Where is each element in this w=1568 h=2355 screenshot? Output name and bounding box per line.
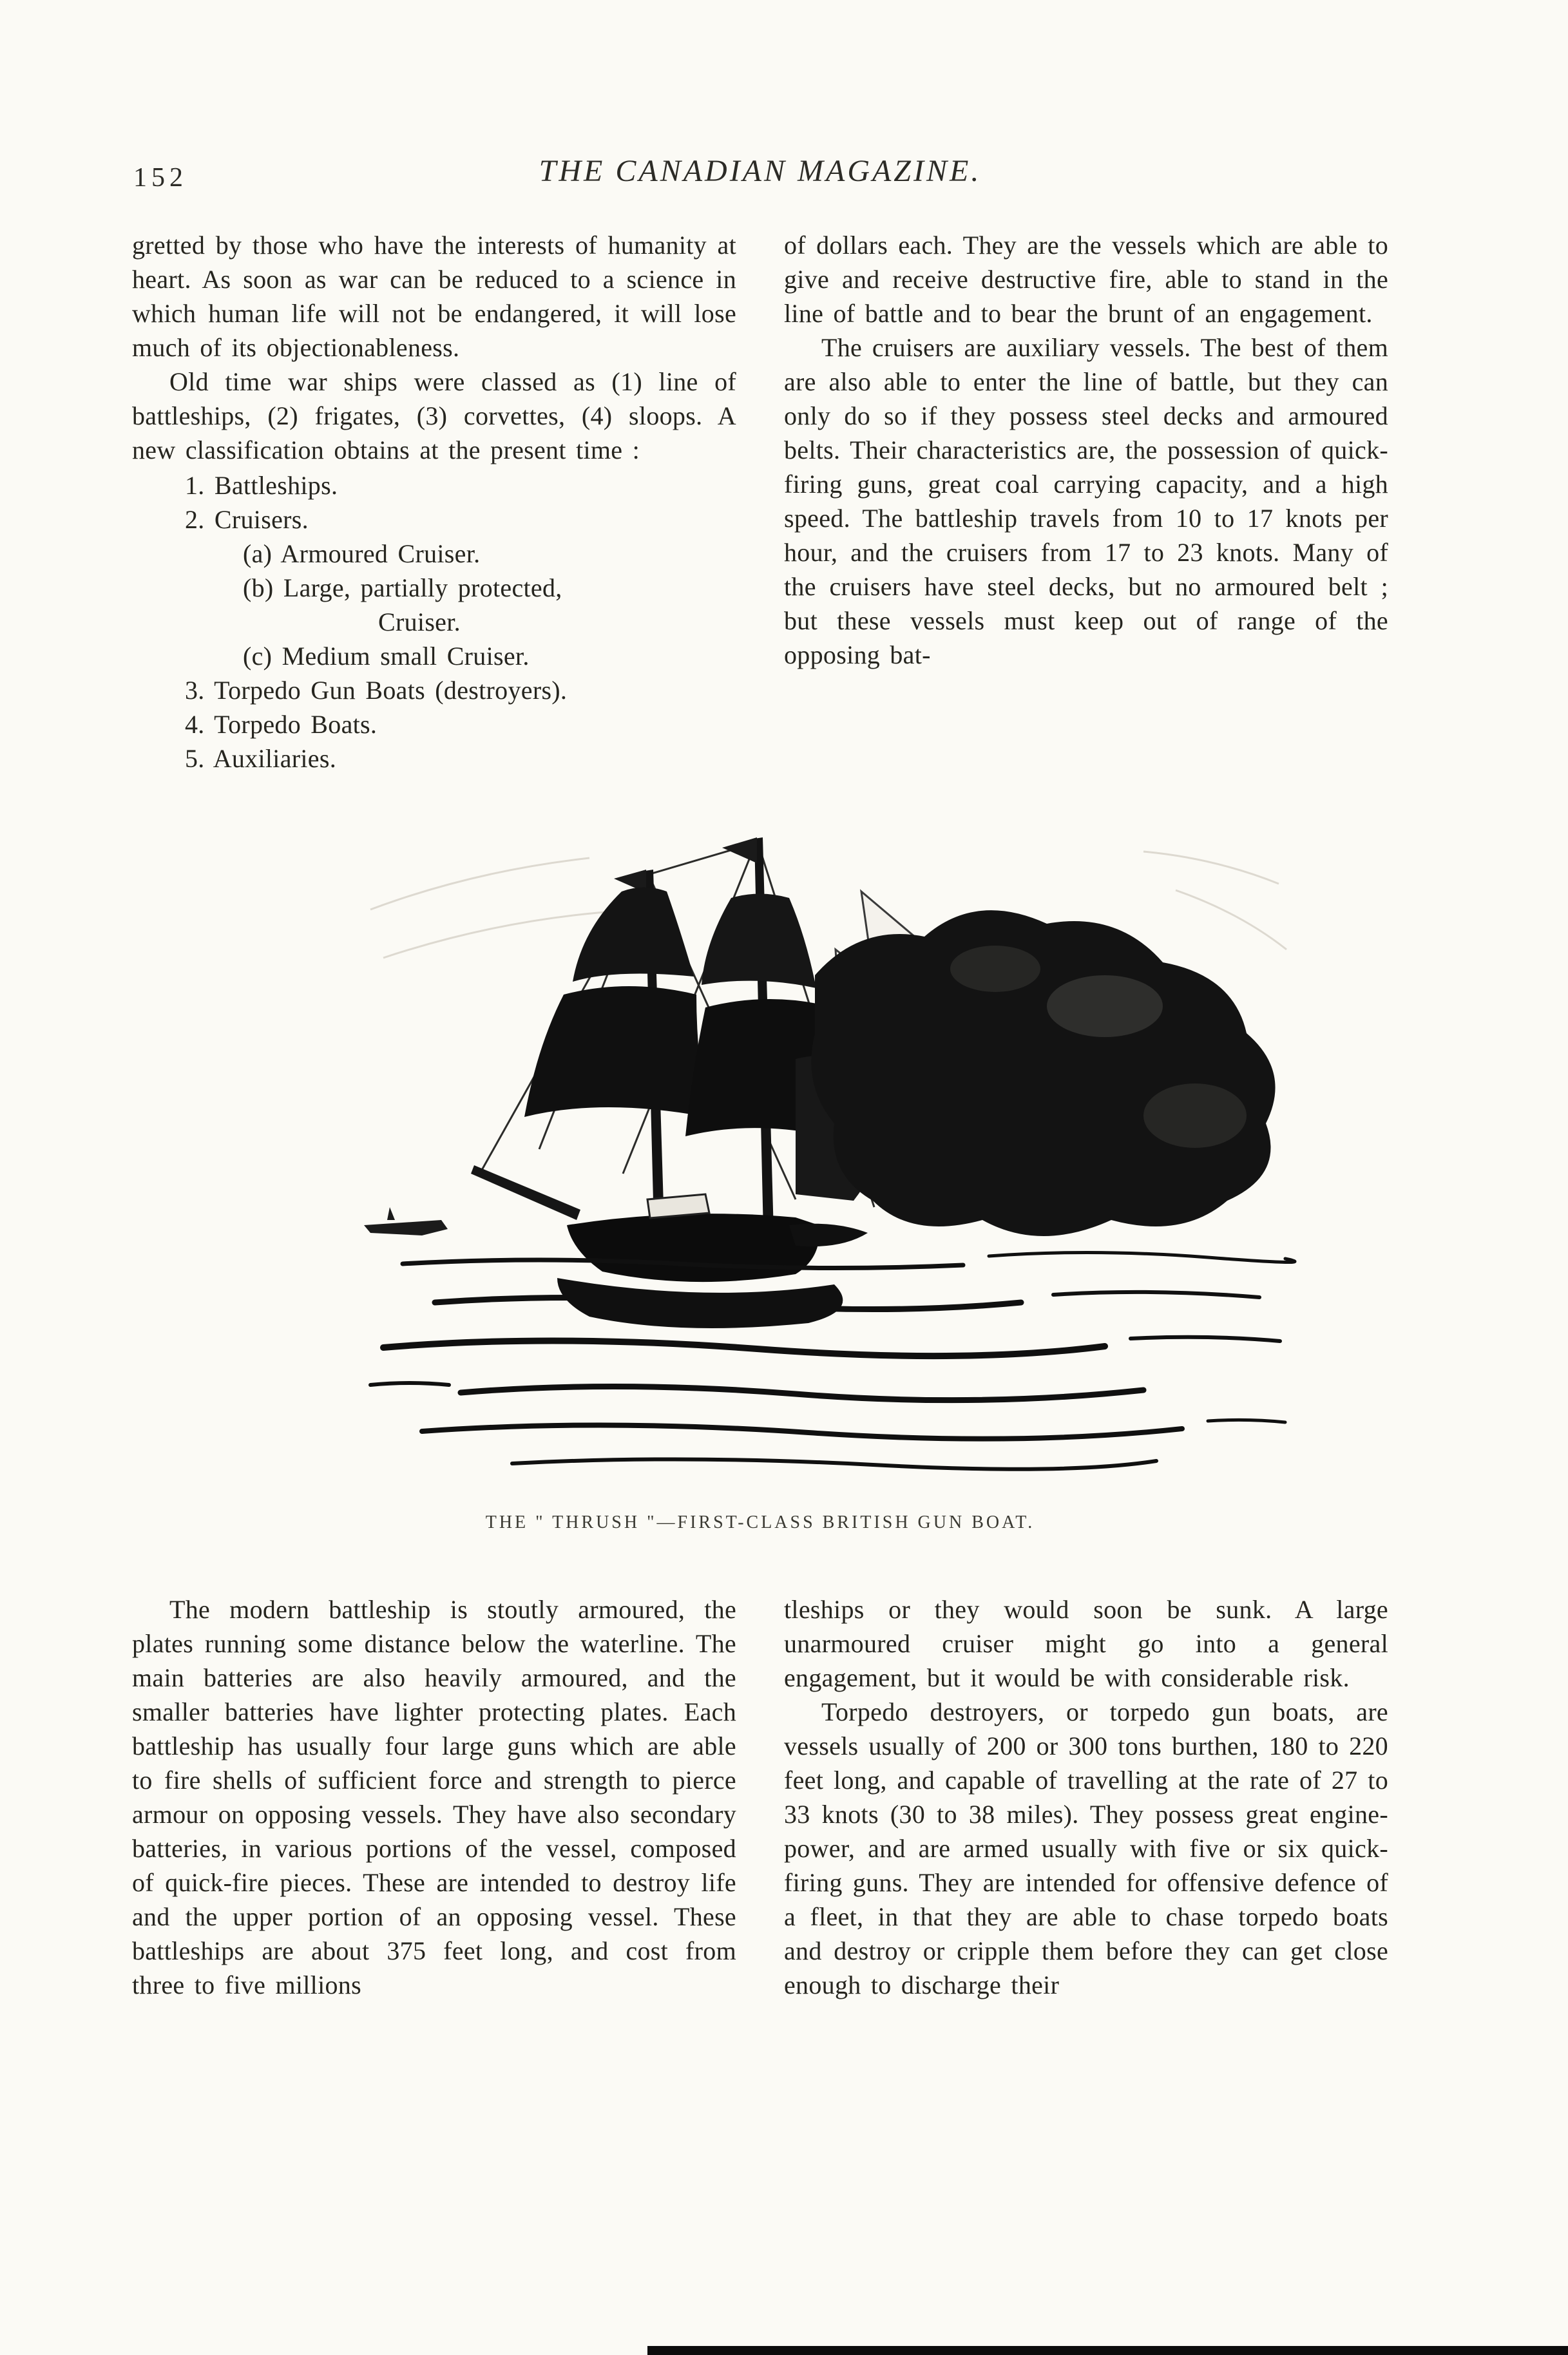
top-text-section <box>132 228 1388 776</box>
magazine-title: THE CANADIAN MAGAZINE. <box>539 154 982 188</box>
classification-list <box>132 468 736 776</box>
page-number: 152 <box>133 163 187 193</box>
smoke-plume <box>811 910 1275 1236</box>
list-item: 4. Torpedo Boats. <box>185 710 378 739</box>
paragraph: tleships or they would soon be sunk. A large unarmoured cruiser might go into a general engagement, but it would be with considerable risk. <box>784 1595 1388 1692</box>
scan-edge-artifact <box>647 2346 1568 2355</box>
paragraph: The cruisers are auxiliary vessels. The best of them are also able to enter the line of battle, but they can only do so if they possess steel decks and armoured belts. Their characteristics are, the possession of quick-firing guns, great coal carrying capacity, and a high speed. The battleship travels from 10 to 17 knots per hour, and the cruisers from 17 to 23 knots. Many of the cruisers have steel decks, but no armoured belt ; but these vessels must keep out of range of the opposing bat- <box>784 333 1388 669</box>
paragraph: of dollars each. They are the vessels which are able to give and receive destructive fire, able to stand in the line of battle and to bear the brunt of an engagement. <box>784 231 1388 328</box>
page-content <box>132 0 1388 2002</box>
water-strokes <box>370 1252 1295 1469</box>
paragraph: Old time war ships were classed as (1) line of battleships, (2) frigates, (3) corvettes, (4) sloops. A new classification obtains at the present time : <box>132 367 736 464</box>
top-left-column <box>132 228 736 776</box>
list-item: 5. Auxiliaries. <box>185 744 337 773</box>
list-item: 3. Torpedo Gun Boats (destroyers). <box>185 676 568 705</box>
list-item: (a) Armoured Cruiser. <box>243 539 481 568</box>
list-item: (c) Medium small Cruiser. <box>243 642 530 671</box>
distant-boat <box>364 1207 448 1235</box>
bottom-left-column <box>132 1592 736 2002</box>
list-item: 2. Cruisers. <box>185 505 309 534</box>
list-item: Cruiser. <box>378 607 461 636</box>
list-item: (b) Large, partially protected, <box>243 573 562 602</box>
ship-illustration <box>345 813 1311 1489</box>
list-item: 1. Battleships. <box>185 471 338 500</box>
bottom-text-section <box>132 1592 1388 2002</box>
figure-caption: THE " THRUSH "—FIRST-CLASS BRITISH GUN BOAT. <box>485 1512 1035 1532</box>
ship-engraving <box>345 813 1311 1489</box>
page-header <box>132 0 1388 193</box>
bottom-right-column <box>784 1592 1388 2002</box>
top-right-column <box>784 228 1388 776</box>
paragraph: The modern battleship is stoutly armoured, the plates running some distance below the waterline. The main batteries are also heavily armoured, and the smaller batteries have lighter protecting plates. Each battleship has usually four large guns which are able to fire shells of sufficient force and strength to pierce armour on opposing vessels. They have also secondary batteries, in various portions of the vessel, composed of quick-fire pieces. These are intended to destroy life and the upper portion of an opposing vessel. These battleships are about 375 feet long, and cost from three to five millions <box>132 1595 736 1999</box>
paragraph: Torpedo destroyers, or torpedo gun boats, are vessels usually of 200 or 300 tons burthen, 180 to 220 feet long, and capable of travelling at the rate of 27 to 33 knots (30 to 38 miles). They possess great engine-power, and are armed usually with five or six quick-firing guns. They are intended for offensive defence of a fleet, in that they are able to chase torpedo boats and destroy or cripple them before they can get close enough to discharge their <box>784 1697 1388 1999</box>
paragraph: gretted by those who have the interests of humanity at heart. As soon as war can be reduced to a science in which human life will not be endangered, it will lose much of its objectionableness. <box>132 231 736 362</box>
sky-scratches <box>370 852 1286 958</box>
bowsprit <box>471 1165 580 1220</box>
